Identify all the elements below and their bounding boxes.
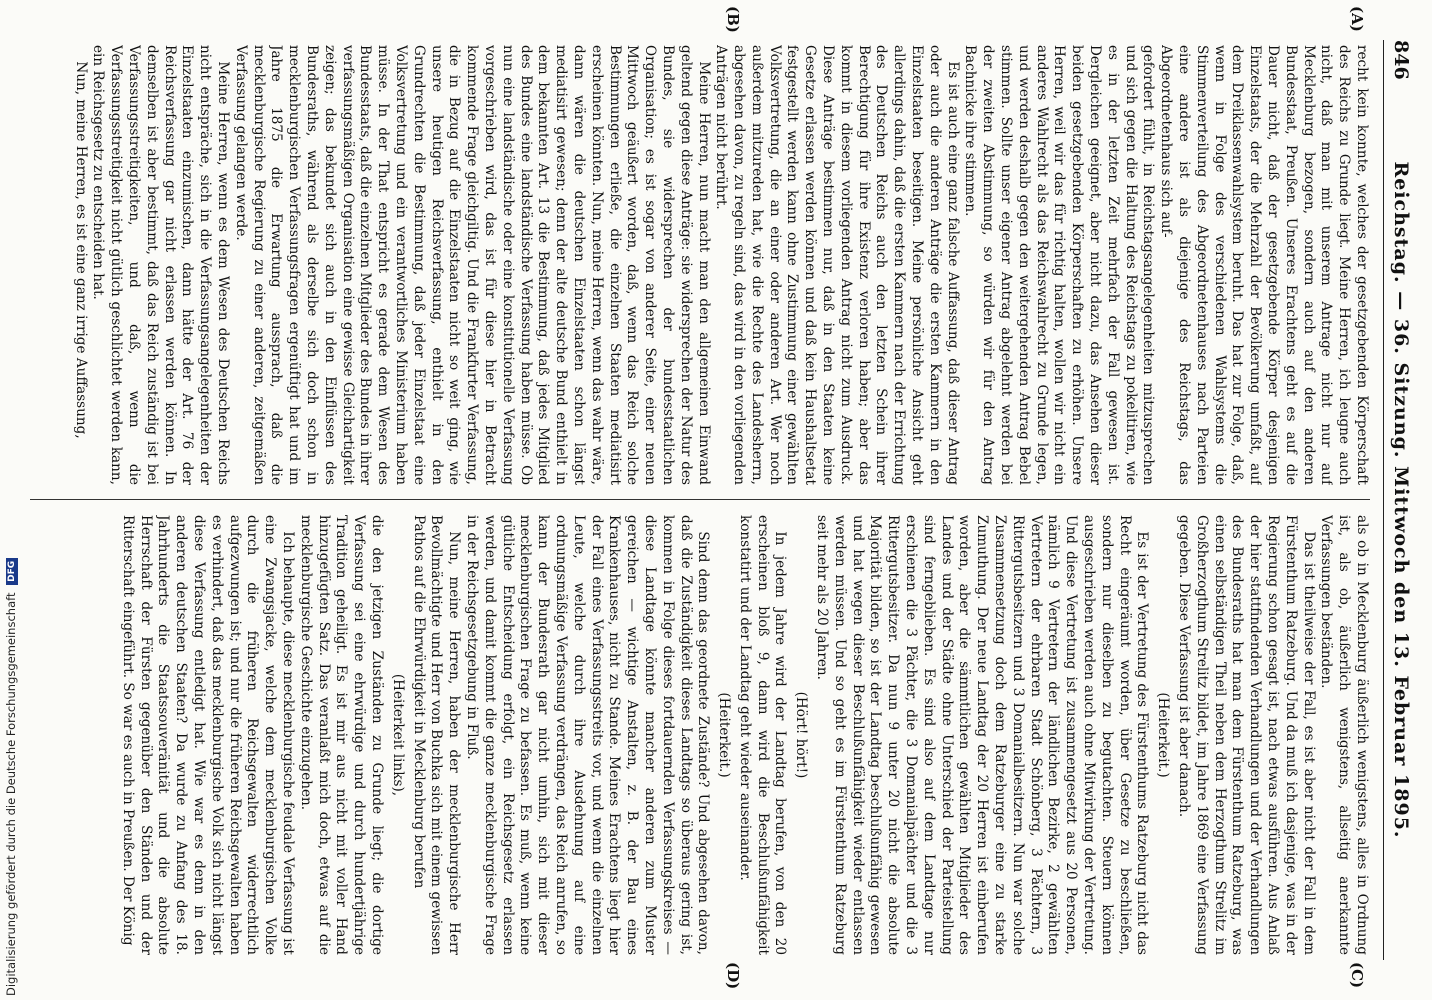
paragraph: Nun, meine Herren, haben der mecklenburgische Herr Bevollmächtigte und Herr von Buchka sich mit einem gewissen Pathos auf die Ehrwürdigkeit in Mecklenburg berufen [410,515,463,955]
paragraph: gefordert fühlt, in Reichstagsangelegenheiten mitzusprechen und sich gegen die Haltung des Reichstags zu pokelitiren, wie es in der letzten Zeit mehrfach der Fall gewesen ist. Dergleichen geeignet, aber nicht dazu, das Ansehen dieser beiden gesetzgebenden Körperschaften zu erhöhen. Unsere Herren, weil wir das für richtig halten, wollen wir nicht ein anderes Wahlrecht als das Reichswahlrecht zu Grunde legen, und werden deshalb gegen den weitergehenden Antrag Bebel stimmen. Sollte unser eigener Antrag abgelehnt werden bei der zweiten Abstimmung, so würden wir für den Antrag Bachnicke ihre stimmen. [962,45,1157,485]
paragraph: Meine Herren, nun macht man den allgemeinen Einwand geltend gegen diese Anträge: sie widersprechen der Natur des Bundes, sie widersprechen der bundesstaatlichen Organisation; es ist sogar von anderer Seite, einer neuen Mittwoch geäußert worden, daß, wenn das Reich solche Bestimmungen erließe, die einzelnen Staaten mediatisirt erscheinen könnten. Nun, meine Herren, wenn das wahr wäre, dann wären die deutschen Einzelstaaten schon längst mediatisirt gewesen; denn der alte deutsche Bund enthielt in dem bekannten Art. 13 die Bestimmung, daß jedes Mitglied des Bundes eine landständische Verfassung haben müsse. Ob nun eine landständische oder eine konstitutionelle Verfassung vorgeschrieben wird, das ist für diese hier in Betracht kommende Frage gleichgiltig. Und die Frankfurter Verfassung, die in Bezug auf die Einzelstaaten nicht so weit ging, wie unsere heutigen Reichsverfassung, enthielt in den Grundrechten die Bestimmung, daß jeder Einzelstaat eine Volksvertretung und ein verantwortliches Ministerium haben müsse. In der That entspricht es gerade dem Wesen des Bundesstaats, daß die einzelnen Mitglieder des Bundes in ihrer verfassungsmäßigen Organisation eine gewisse Gleichartigkeit zeigen; das bekundet sich auch in den Einflüssen des Bundesraths, während als derselbe sich doch schon in mecklenburgischen Verfassungsfragen ergenüftigt hat und im Jahre 1875 die Erwartung aussprach, daß die mecklenburgische Regierung zu einer anderen, zeitgemäßen Verfassung gelangen werde. [232,45,712,485]
paragraph: die den jetzigen Zuständen zu Grunde liegt; die dortige Verfassung sei eine ehrwürdige und durch hundertjährige Tradition geheiligt. Es ist mir aus nicht mit voller Hand hinzugefügten Satz. Das veranlaßt mich doch, etwas auf die mecklenburgische Geschichte einzugehen. [297,515,385,955]
dfg-logo: DFG [6,558,18,585]
margin-mark-c: (C) [1348,962,1366,989]
interjection: (Heiterkeit.) [1155,692,1172,778]
paragraph: Meine Herren, wenn es dem Wesen des Deutschen Reichs nicht entspräche, sich in die Verfassungsangelegenheiten der Einzelstaaten einzumischen, dann hätte der Art. 76 der Reichsverfassung gar nicht erlassen werden können. In demselben ist aber bestimmt, daß das Reich zuständig ist bei Verfassungsstreitigkeiten, und daß, wenn die Verfassungsstreitigkeit nicht gütlich geschlichtet werden kann, ein Reichsgesetz zu entscheiden hat. [90,45,231,485]
credit-text: Digitalisierung gefördert durch die Deutsche Forschungsgemeinschaft [4,592,18,996]
interjection: (Hört! hört!) [793,691,810,779]
right-column [40,515,1370,955]
interjection: (Heiterkeit links), [389,673,406,797]
paragraph: Das ist theilweise der Fall, es ist aber nicht der Fall in dem Fürstenthum Ratzeburg. Und da muß ich dasjenige, was in der Regierung schon gesagt ist, nach etwas ausführen. Aus Anlaß der hier stattfindenden Verhandlungen und der Verhandlungen des Bundesraths hat man dem Fürstenthum Ratzeburg, was einen selbständigen Theil neben dem Herzogthum Strelitz im Großherzogthum Strelitz bildet, im Jahre 1869 eine Verfassung gegeben. Diese Verfassung ist aber danach. [1176,515,1317,955]
digitization-credit [4,6,18,996]
page-number: 846 [1390,40,1412,80]
margin-mark-d: (D) [724,962,742,990]
paragraph: Nun, meine Herren, es ist eine ganz irrige Auffassung, [72,61,89,439]
left-column [40,45,1370,485]
margin-mark-a: (A) [1348,6,1366,32]
interjection: (Heiterkeit.) [716,692,733,778]
paragraph: Es ist der Vertretung des Fürstenthums Ratzeburg nicht das Recht eingeräumt worden, über Gesetze zu beschließen, sondern nur dieselben zu begutachten. Steuern können ausgeschrieben werden auch ohne Mitwirkung der Vertretung. Und diese Vertretung ist zusammengesetzt aus 20 Personen, nämlich 9 Vertretern der ländlichen Bezirke, 2 gewählten Vertretern der ehrbaren Stadt Schönberg, 3 Pächtern, 3 Rittergutsbesitzern und 3 Domanialbesitzern. Nun war solche Zusammensetzung doch dem Ratzeburger eine zu starke Zumuthung. Der neue Landtag der 20 Herren ist einberufen worden, aber die sämmtlichen gewählten Mitglieder des Landes und der Städte ohne Unterschied der Parteistellung sind ferngeblieben. Es sind also auf dem Landtage nur erschienen die 3 Pächter, die 3 Domanialpächter und die 3 Rittergutsbesitzer. Da nun 9 unter 20 nicht die absolute Majorität bilden, so ist der Landtag beschlußunfähig gewesen und hat wegen dieser Beschlußunfähigkeit wieder entlassen werden müssen. Und so geht es im Fürstenthum Ratzeburg seit mehr als 20 Jahren. [814,515,1151,955]
paragraph: In jedem Jahre wird der Landtag berufen, von den 20 erscheinen bloß 9, dann wird die Beschlußunfähigkeit konstatirt und der Landtag geht wieder auseinander. [736,515,789,955]
paragraph: recht kein konnte, welches der gesetzgebenden Körperschaft des Reichs zu Grunde liegt. Meine Herren, ich leugne auch nicht, daß man mit unserem Antrage nicht nur auf Mecklenburg bezogen, sondern auch auf den anderen Bundesstaat, Preußen. Unseres Erachtens geht es auf die Dauer nicht, daß der gesetzgebende Körper desjenigen Einzelstaats, der die Mehrzahl der Bevölkerung umfaßt, auf dem Dreiklassenwahlsystem beruht. Das hat zur Folge, daß, wenn in Folge des verschiedenen Wahlsystems die Stimmenverteilung des Abgeordnetenhauses nach Parteien eine andere ist als diejenige des Reichstags, das Abgeordnetenhaus sich auf- [1158,45,1370,485]
paragraph: Sind denn das geordnete Zustände? Und abgesehen davon, daß die Zuständigkeit dieses Landtags so überaus gering ist, kommen in Folge dieses fortdauernden Verfassungskreises — diese Landtage könnte mancher anderen zum Muster gereichen — wichtige Anstalten, z. B. der Bau eines Krankenhauses, nicht zu Stande. Meines Erachtens liegt hier der Fall eines Verfassungsstreits vor, und wenn die einzelnen Leute, welche durch ihre Ausdehnung auf eine ordnungsmäßige Verfassung verdrängen, das Reich anrufen, so kann der Bundesrath gar nicht umhin, sich mit dieser mecklenburgischen Frage zu befassen. Es muß, wenn keine gütliche Entscheidung erfolgt, ein Reichsgesetz erlassen werden, und damit kommt die ganze mecklenburgische Frage in der Reichsgesetzgebung in Fluß. [463,515,712,955]
paragraph: Ich behaupte, diese mecklenburgische feudale Verfassung ist eine Zwangsjacke, welche dem mecklenburgischen Volke durch die früheren Reichsgewalten widerrechtlich aufgezwungen ist; und nur die früheren Reichsgewalten haben es verhindert, daß das mecklenburgische Volk sich nicht längst diese Verfassung entledigt hat. Wie war es denn in den anderen deutschen Staaten? Da wurde zu Anfang des 18. Jahrhunderts die Staatssouveränität und die absolute Herrschaft der Fürsten gegenüber den Ständen und der Ritterschaft eingeführt. So war es auch in Preußen. Der König [119,515,296,955]
running-title: Reichstag. — 36. Sitzung. Mittwoch den 13. Februar 1895. [1390,161,1412,839]
paragraph: Es ist auch eine ganz falsche Auffassung, daß dieser Antrag oder auch die anderen Anträge die ersten Kammern in den Einzelstaaten beseitigen. Meine persönliche Ansicht geht allerdings dahin, daß die ersten Kammern nach der Errichtung des Deutschen Reichs auch den letzten Schein ihrer Berechtigung für ihre Existenz verloren haben; aber das kommt in diesem vorliegenden Antrag nicht zum Ausdruck. Diese Anträge bestimmen nur, daß in den Staaten keine Gesetze erlassen werden können und daß kein Haushaltsetat festgestellt werden kann ohne Zustimmung einer gewählten Volksvertretung, die an einer oder anderen Art. Wer noch außerdem mitzureden hat, wie die Rechte des Landesherrn, abgesehen davon, zu regeln sind, das wird in den vorliegenden Anträgen nicht berührt. [713,45,961,485]
paragraph: als ob in Mecklenburg äußerlich wenigstens, alles in Ordnung ist, als ob, äußerlich wenigstens, allseitig anerkannte Verfassungen beständen. [1318,515,1370,955]
page-header [1383,40,1414,960]
margin-mark-b: (B) [724,6,742,33]
column-divider [30,499,1370,500]
